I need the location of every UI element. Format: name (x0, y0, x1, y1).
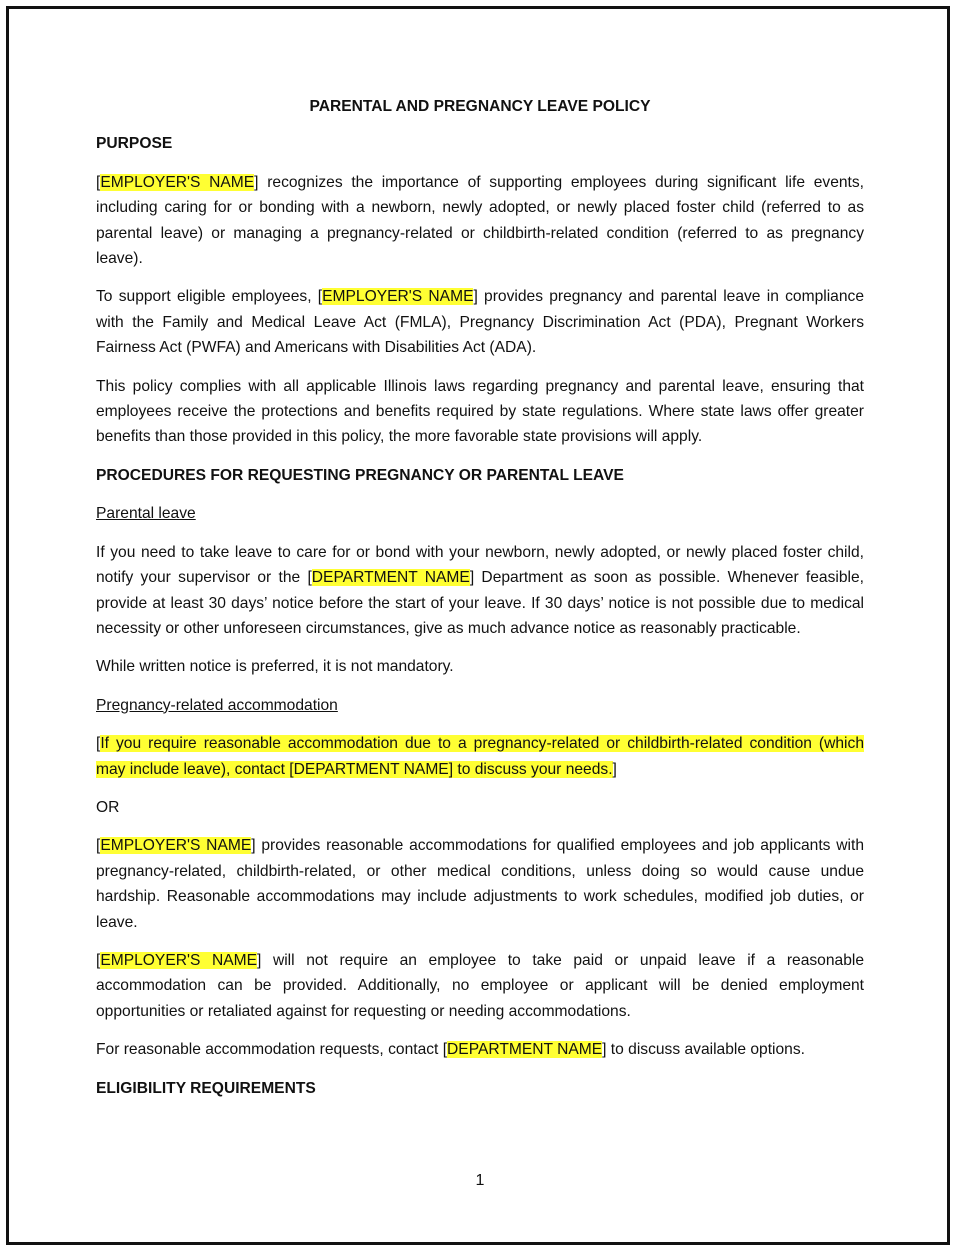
procedures-heading: PROCEDURES FOR REQUESTING PREGNANCY OR PARENTAL LEAVE (96, 466, 624, 484)
document-body (96, 94, 864, 1114)
paragraph-text: To support eligible employees, [ (96, 288, 323, 306)
pregnancy-paragraph-4 (96, 1037, 864, 1062)
purpose-heading: PURPOSE (96, 135, 173, 153)
bracket-open: [ (96, 735, 101, 753)
parental-paragraph-1 (96, 540, 864, 642)
department-name-placeholder: DEPARTMENT NAME (311, 569, 470, 587)
department-name-placeholder: DEPARTMENT NAME (447, 1041, 603, 1059)
purpose-paragraph-1 (96, 170, 864, 272)
paragraph-text: ] recognizes the importance of supporting employees during significant life events, including caring for or bonding with a newborn, newly adopted, or newly placed foster child (referred to as parental leave) or managing a pregnancy-related or childbirth-related condition (referred to as pregnancy leave). (96, 173, 864, 268)
paragraph-text: If you need to take leave to care for or bond with your newborn, newly adopted, or newly placed foster child, notify your supervisor or the [ (96, 543, 864, 587)
employer-name-placeholder: EMPLOYER'S NAME (322, 288, 474, 306)
paragraph-text: ] provides pregnancy and parental leave in compliance with the Family and Medical Leave Act (FMLA), Pregnancy Discrimination Act (PDA), Pregnant Workers Fairness Act (PWFA) and Americans with Disabilities Act (ADA). (96, 288, 864, 357)
pregnancy-paragraph-3 (96, 948, 864, 1024)
page-number: 1 (475, 1172, 485, 1189)
paragraph-text: ] provides reasonable accommodations for qualified employees and job applicants with pregnancy-related, childbirth-related, or other medical conditions, unless doing so would cause undue hardship. Reasonable accommodations may include adjustments to work schedules, modified job duties, or leave. (96, 837, 864, 931)
document-title: PARENTAL AND PREGNANCY LEAVE POLICY (309, 98, 651, 115)
bracket-open: [ (96, 837, 101, 855)
optional-clause-highlight: If you require reasonable accommodation due to a pregnancy-related or childbirth-related condition (which may include leave), contact [DEPARTMENT NAME] to discuss your needs. (96, 735, 864, 778)
paragraph-text: ] Department as soon as possible. Whenever feasible, provide at least 30 days’ notice before the start of your leave. If 30 days’ notice is not possible due to medical necessity or other unforeseen circumstances, give as much advance notice as reasonably practicable. (96, 569, 864, 637)
parental-paragraph-2: While written notice is preferred, it is not mandatory. (96, 658, 454, 676)
pregnancy-option-1 (96, 731, 864, 782)
pregnancy-paragraph-2 (96, 833, 864, 935)
pregnancy-accommodation-subheading: Pregnancy-related accommodation (96, 696, 338, 714)
paragraph-text: ] will not require an employee to take paid or unpaid leave if a reasonable accommodation can be provided. Additionally, no employee or applicant will be denied employment opportunities or retaliated against for requesting or needing accommodations. (96, 951, 864, 1020)
employer-name-placeholder: EMPLOYER'S NAME (100, 837, 252, 855)
eligibility-heading: ELIGIBILITY REQUIREMENTS (96, 1079, 316, 1097)
parental-leave-subheading: Parental leave (96, 505, 196, 523)
employer-name-placeholder: EMPLOYER'S NAME (100, 173, 255, 191)
employer-name-placeholder: EMPLOYER'S NAME (100, 951, 258, 969)
paragraph-text: For reasonable accommodation requests, contact [ (96, 1041, 448, 1059)
or-separator: OR (96, 798, 120, 816)
purpose-paragraph-3: This policy complies with all applicable Illinois laws regarding pregnancy and parental leave, ensuring that employees receive the protections and benefits required by state regulations. Where state laws offer greater benefits than those provided in this policy, the more favorable state provisions will apply. (96, 377, 864, 446)
bracket-open: [ (96, 951, 101, 969)
paragraph-text: ] to discuss available options. (602, 1041, 805, 1059)
purpose-paragraph-2 (96, 284, 864, 360)
bracket-close: ] (612, 760, 617, 778)
bracket-open: [ (96, 173, 101, 191)
